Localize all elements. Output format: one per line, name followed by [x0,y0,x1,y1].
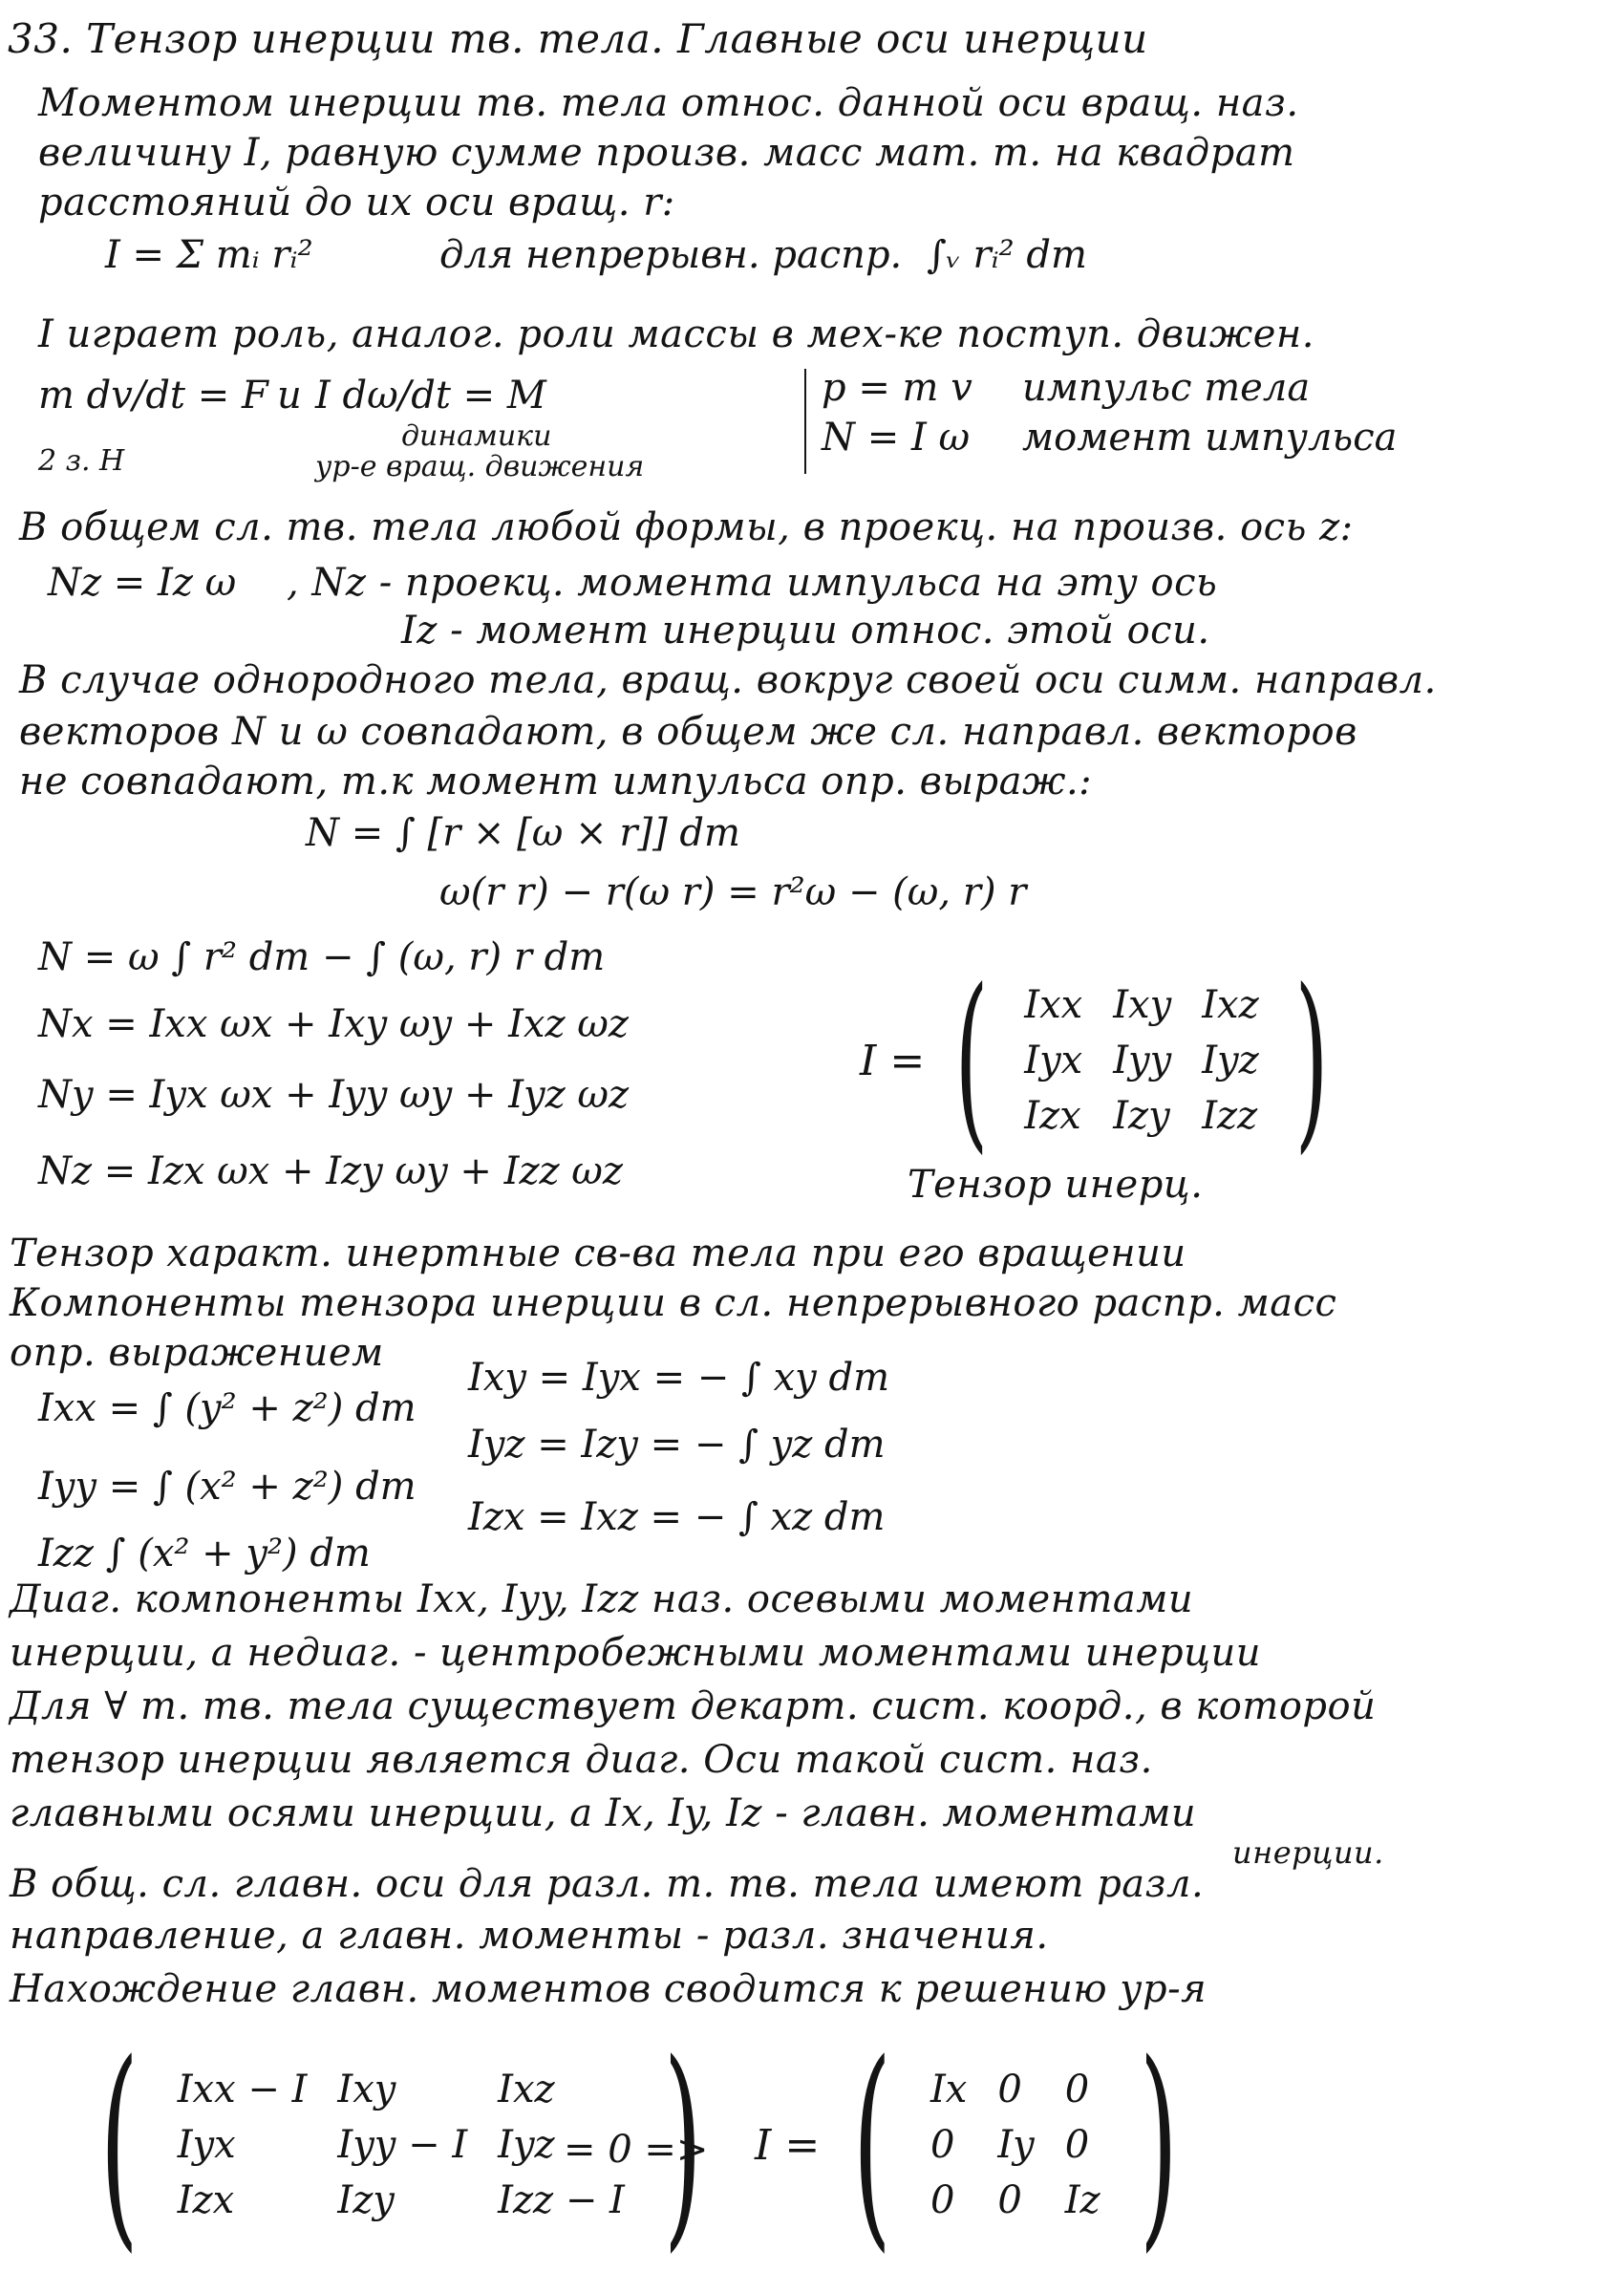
diag-line-3: Для ∀ т. тв. тела существует декарт. сист. коорд., в которой [10,1684,1377,1728]
tensor-row [1009,977,1273,1033]
diag-line-6: В общ. сл. главн. оси для разл. т. тв. тела имеют разл. [10,1862,1205,1906]
general-line-3: Iz - момент инерции относ. этой оси. [401,609,1210,653]
general-line-2: , Nz - проекц. момента импульса на эту ось [287,561,1218,605]
char-cell: Iyy − I [337,2123,468,2167]
diag-row [915,2173,1116,2228]
diag-line-8: Нахождение главн. моментов сводится к решению ур-я [10,1967,1207,2011]
role-line: I играет роль, аналог. роли массы в мех-ке поступ. движен. [38,312,1314,356]
formula-continuous-integral: ∫ᵥ rᵢ² dm [927,233,1087,277]
tensor-cell: Iyx [1024,1039,1083,1082]
separator-rule [804,369,806,474]
tensor-symbol: I = [860,1036,926,1085]
char-cell: Ixx − I [177,2068,308,2111]
diag-cell: Iz [1064,2178,1100,2222]
tensor-cell: Ixy [1113,983,1172,1027]
formula-continuous-label: для непрерывн. распр. [439,233,903,277]
formula-ixy: Ixy = Iyx = − ∫ xy dm [468,1356,889,1400]
formula-and: и [277,374,302,418]
diag-cell: 0 [997,2068,1022,2111]
label-rotation-equation: ур-е вращ. движения [315,450,645,483]
tensor-cell: Izz [1202,1094,1258,1138]
char-cell: Ixy [337,2068,396,2111]
tensor-label: Тензор инерц. [908,1163,1204,1207]
left-paren: ( [852,2017,892,2272]
right-paren: ) [663,2017,702,2272]
diag-cell: Iy [997,2123,1035,2167]
formula-iyz: Iyz = Izy = − ∫ yz dm [468,1423,886,1467]
tensor-description-line-1: Тензор характ. инертные св-ва тела при его вращении [10,1232,1186,1275]
diag-line-5b: инерции. [1232,1834,1384,1871]
left-paren: ( [954,949,989,1171]
formula-izx: Izx = Ixz = − ∫ xz dm [468,1495,886,1539]
diag-cell: 0 [930,2178,955,2222]
diag-tensor-symbol: I = [755,2120,821,2170]
label-angular-momentum: момент импульса [1022,416,1398,460]
char-cell: Iyz [498,2123,555,2167]
diag-cell: Ix [930,2068,968,2111]
right-paren: ) [1294,949,1329,1171]
definition-line-3: расстояний до их оси вращ. r: [38,181,675,225]
diag-cell: 0 [997,2178,1022,2222]
char-cell: Iyx [177,2123,236,2167]
label-dynamics: динамики [401,419,552,453]
diag-row [915,2117,1116,2173]
diag-line-4: тензор инерции является диаг. Оси такой сист. наз. [10,1738,1153,1782]
formula-iyy: Iyy = ∫ (x² + z²) dm [38,1465,417,1509]
right-paren: ) [1139,2017,1178,2272]
formula-n-full: N = ω ∫ r² dm − ∫ (ω, r) r dm [38,935,606,979]
diag-line-5: главными осями инерции, а Ix, Iy, Iz - главн. моментами [10,1791,1197,1835]
definition-line-1: Моментом инерции тв. тела относ. данной оси вращ. наз. [38,81,1299,125]
diag-line-1: Диаг. компоненты Ixx, Iyy, Izz наз. осевыми моментами [10,1577,1194,1621]
tensor-cell: Ixz [1202,983,1259,1027]
formula-equals-zero: = 0 => [564,2128,709,2172]
diagonal-table [915,2062,1116,2228]
label-second-law: 2 з. Н [38,444,125,478]
tensor-cell: Ixx [1024,983,1083,1027]
formula-ny: Ny = Iyx ωx + Iyy ωy + Iyz ωz [38,1073,630,1117]
diag-line-7: направление, а главн. моменты - разл. значения. [10,1914,1049,1958]
diagonal-matrix [755,2017,1201,2272]
char-row [162,2062,640,2117]
page-title: 33. Тензор инерции тв. тела. Главные оси инерции [8,15,1148,62]
formula-nz-components: Nz = Izx ωx + Izy ωy + Izz ωz [38,1149,623,1193]
formula-ixx: Ixx = ∫ (y² + z²) dm [38,1386,417,1430]
label-momentum: импульс тела [1022,366,1311,410]
diag-cell: 0 [930,2123,955,2167]
char-row [162,2173,640,2228]
formula-expansion: ω(r r) − r(ω r) = r²ω − (ω, r) r [439,870,1027,914]
inertia-tensor-matrix [860,949,1349,1171]
formula-nx: Nx = Ixx ωx + Ixy ωy + Ixz ωz [38,1002,629,1046]
tensor-description-line-3: опр. выражением [10,1331,384,1375]
diag-cell: 0 [1064,2068,1090,2111]
formula-momentum: p = m v [822,366,972,410]
left-paren: ( [99,2017,139,2272]
formula-angular-momentum: N = I ω [822,416,971,460]
diag-cell: 0 [1064,2123,1090,2167]
tensor-description-line-2: Компоненты тензора инерции в сл. непрерывного распр. масс [10,1281,1337,1325]
formula-nz: Nz = Iz ω [48,561,237,605]
tensor-row [1009,1033,1273,1088]
definition-line-2: величину I, равную сумме произв. масс мат. т. на квадрат [38,131,1295,175]
tensor-cell: Iyz [1202,1039,1259,1082]
diag-line-2: инерции, а недиаг. - центробежными моментами инерции [10,1631,1262,1675]
char-cell: Izz − I [498,2178,625,2222]
formula-newton: m dv/dt = F [38,374,268,418]
case-line-3: не совпадают, т.к момент импульса опр. выраж.: [19,760,1093,804]
general-line-1: В общем сл. тв. тела любой формы, в проекц. на произв. ось z: [19,505,1354,549]
formula-izz: Izz ∫ (x² + y²) dm [38,1532,371,1575]
formula-rotation: I dω/dt = M [315,374,546,418]
char-cell: Izy [337,2178,395,2222]
case-line-2: векторов N и ω совпадают, в общем же сл. направл. векторов [19,710,1357,754]
formula-moment-sum: I = Σ mᵢ rᵢ² [105,233,313,277]
tensor-cell: Izx [1024,1094,1081,1138]
char-cell: Izx [177,2178,235,2222]
tensor-table [1009,977,1273,1144]
tensor-cell: Izy [1113,1094,1170,1138]
case-line-1: В случае однородного тела, вращ. вокруг своей оси симм. направл. [19,658,1437,702]
formula-n-integral: N = ∫ [r × [ω × r]] dm [306,811,740,855]
tensor-row [1009,1088,1273,1144]
char-cell: Ixz [498,2068,555,2111]
tensor-cell: Iyy [1113,1039,1172,1082]
diag-row [915,2062,1116,2117]
